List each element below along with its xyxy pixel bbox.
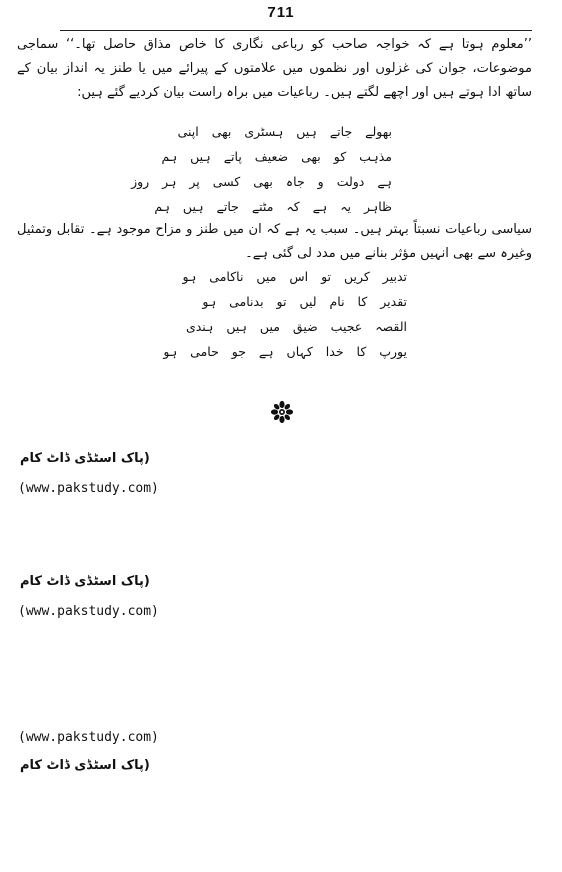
source-credit-urdu: (پاک اسٹڈی ڈاٹ کام (20, 574, 150, 589)
verse-line: بھولے جاتے ہیں ہسٹری بھی اپنی (177, 124, 392, 139)
source-credit-url: (www.pakstudy.com) (18, 481, 159, 496)
quatrain-social (131, 119, 392, 219)
prose-section-intro (17, 33, 532, 105)
verse-line: تقدیر کا نام لیں تو بدنامی ہو (202, 294, 407, 309)
prose-section-political (17, 218, 532, 266)
flower-ornament-icon (270, 400, 294, 424)
verse-line: ہے دولت و جاہ بھی کسی پر ہر روز (131, 174, 392, 189)
verse-line: القصہ عجیب ضیق میں ہیں ہندی (185, 319, 407, 334)
quatrain-political (163, 264, 407, 364)
verse-line: مذہب کو بھی ضعیف پاتے ہیں ہم (161, 149, 392, 164)
verse-line: تدبیر کریں تو اس میں ناکامی ہو (182, 269, 407, 284)
source-credit-urdu: (پاک اسٹڈی ڈاٹ کام (20, 758, 150, 773)
source-credit-url: (www.pakstudy.com) (18, 730, 159, 745)
source-credit-url: (www.pakstudy.com) (18, 604, 159, 619)
header-divider (60, 30, 532, 31)
page-number: 711 (267, 4, 295, 21)
paragraph-intro: ’’معلوم ہوتا ہے کہ خواجہ صاحب کو رباعی نگاری کا خاص مذاق حاصل تھا۔‘‘ سماجی موضوعات، جوان کی غزلوں اور نظموں میں علامتوں کے پیرائے میں یا طنز یہ انداز بیان کے ساتھ ادا ہوتے ہیں اور اچھے لگتے ہیں۔ رباعیات میں براہ راست بیان کردیے گئے ہیں: (17, 37, 532, 100)
verse-line: یورپ کا خدا کہاں ہے جو حامی ہو (163, 344, 407, 359)
source-credit-urdu: (پاک اسٹڈی ڈاٹ کام (20, 451, 150, 466)
paragraph-political: سیاسی رباعیات نسبتاً بہتر ہیں۔ سبب یہ ہے کہ ان میں طنز و مزاح موجود ہے۔ تقابل وتمثیل وغیرہ سے بھی انہیں مؤثر بنانے میں مدد لی گئی ہے۔ (17, 222, 532, 261)
verse-line: ظاہر یہ ہے کہ مٹتے جاتے ہیں ہم (154, 199, 392, 214)
